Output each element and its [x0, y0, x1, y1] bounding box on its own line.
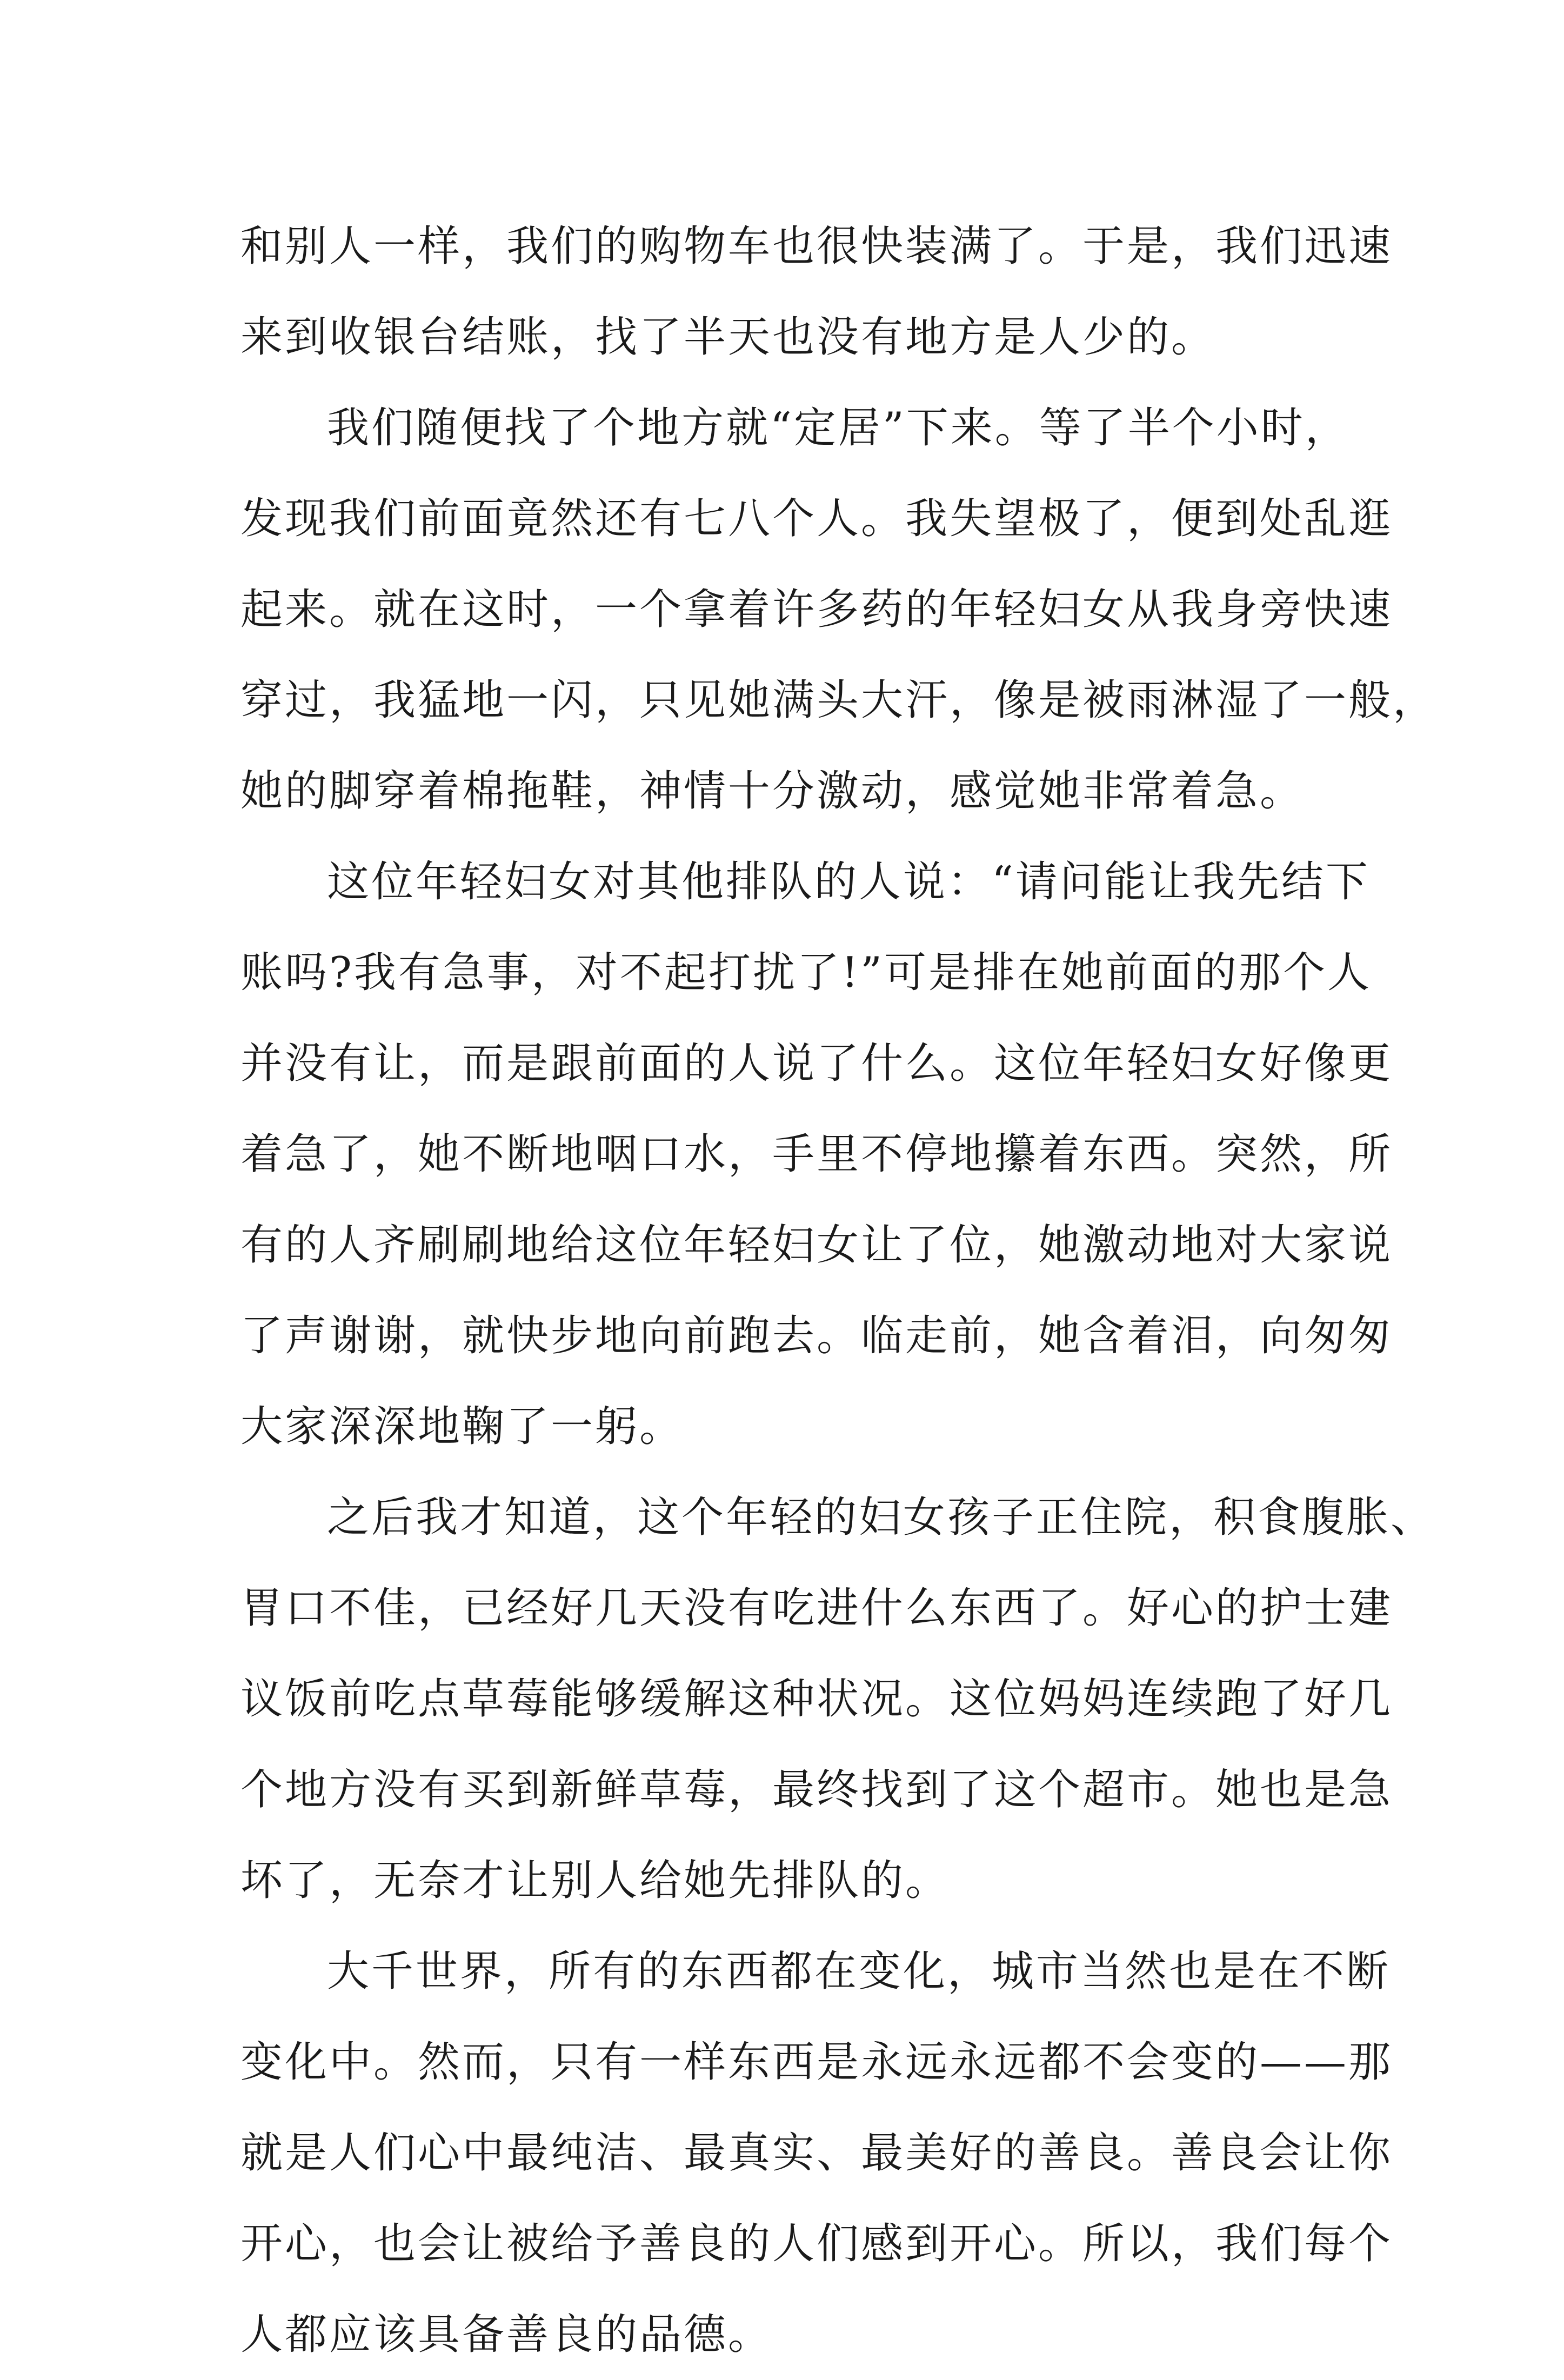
text-line: 胃口不佳，已经好几天没有吃进什么东西了。好心的护士建 [240, 1584, 1393, 1633]
text-line: 账吗?我有急事，对不起打扰了!”可是排在她前面的那个人 [240, 948, 1372, 997]
text-line: 大家深深地鞠了一躬。 [240, 1402, 684, 1451]
text-line: 有的人齐刷刷地给这位年轻妇女让了位，她激动地对大家说 [240, 1221, 1393, 1269]
text-line: 了声谢谢，就快步地向前跑去。临走前，她含着泪，向匆匆 [240, 1312, 1393, 1360]
text-line: 议饭前吃点草莓能够缓解这种状况。这位妈妈连续跑了好几 [240, 1675, 1393, 1723]
text-line: 来到收银台结账，找了半天也没有地方是人少的。 [240, 313, 1216, 362]
paragraph-start-line: 这位年轻妇女对其他排队的人说：“请问能让我先结下 [327, 858, 1370, 906]
paragraph-start-line: 之后我才知道，这个年轻的妇女孩子正住院，积食腹胀、 [327, 1493, 1435, 1542]
text-line: 穿过，我猛地一闪，只见她满头大汗，像是被雨淋湿了一般， [240, 676, 1438, 725]
text-line: 她的脚穿着棉拖鞋，神情十分激动，感觉她非常着急。 [240, 767, 1305, 815]
text-line: 人都应该具备善良的品德。 [240, 2310, 773, 2359]
text-line: 和别人一样，我们的购物车也很快装满了。于是，我们迅速 [240, 222, 1393, 271]
text-line: 就是人们心中最纯洁、最真实、最美好的善良。善良会让你 [240, 2129, 1393, 2177]
paragraph-start-line: 大千世界，所有的东西都在变化，城市当然也是在不断 [327, 1947, 1391, 1996]
body-text [240, 201, 1438, 2380]
text-line: 着急了，她不断地咽口水，手里不停地攥着东西。突然，所 [240, 1130, 1393, 1179]
text-line: 开心，也会让被给予善良的人们感到开心。所以，我们每个 [240, 2219, 1393, 2268]
text-line: 发现我们前面竟然还有七八个人。我失望极了，便到处乱逛 [240, 494, 1393, 543]
paragraph-start-line: 我们随便找了个地方就“定居”下来。等了半个小时， [327, 404, 1349, 452]
text-line: 个地方没有买到新鲜草莓，最终找到了这个超市。她也是急 [240, 1766, 1393, 1814]
text-line: 坏了，无奈才让别人给她先排队的。 [240, 1856, 950, 1905]
text-line: 并没有让，而是跟前面的人说了什么。这位年轻妇女好像更 [240, 1039, 1393, 1088]
text-line: 起来。就在这时，一个拿着许多药的年轻妇女从我身旁快速 [240, 585, 1393, 634]
text-line: 变化中。然而，只有一样东西是永远永远都不会变的——那 [240, 2038, 1393, 2087]
